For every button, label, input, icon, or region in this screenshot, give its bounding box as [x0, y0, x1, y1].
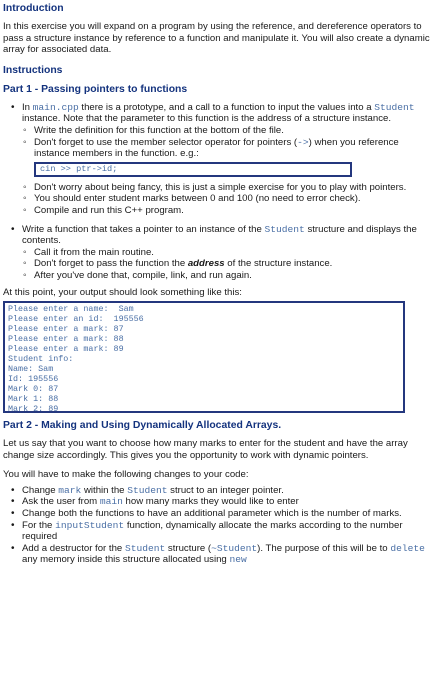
output-line: Mark 2: 89 [8, 404, 59, 415]
part2-paragraph-2: You will have to make the following changes to your code: [3, 469, 249, 481]
part2-paragraph-1: Let us say that you want to choose how many marks to enter for the student and have the array change size accordingly. This gives you the opportunity to work with dynamic pointers. [3, 438, 408, 461]
part2-item-2: • Ask the user from main how many marks they would like to enter [3, 496, 436, 508]
part2-item-3: • Change both the functions to have an additional parameter which is the number of marks. [3, 508, 436, 520]
part1-heading: Part 1 - Passing pointers to functions [3, 83, 188, 95]
code-mark: mark [58, 484, 82, 496]
part1-bullet-1: • In main.cpp there is a prototype, and a call to a function to input the values into a Student instance. Note that the parameter to this function is the address of a structure instance. ◦ Write the definition for this function at the bottom of the file. ◦ Don't forget to use the member selector operator for pointers (->) when you reference instance members in the function. e.g.: cin >> ptr->id; ◦ Don't worry about being fancy, this is just a simple exercise for you to play with pointers. ◦ You should enter student marks between 0 and 100 (no need to error check). ◦ Compile and run this C++ program. [3, 102, 436, 217]
code-new: new [229, 554, 247, 566]
part1-sub-5: ◦ Compile and run this C++ program. [22, 205, 436, 217]
instructions-heading: Instructions [3, 64, 63, 76]
output-line: Please enter a mark: 88 [8, 334, 124, 345]
part1-list [3, 102, 436, 282]
output-line: Name: Sam [8, 364, 54, 375]
output-line: Please enter a mark: 89 [8, 344, 124, 355]
intro-paragraph: In this exercise you will expand on a program by using the reference, and dereference operators to pass a structure instance by reference to a function and manipulate it. You will also create a dynamic array for associated data. [3, 21, 430, 56]
part1-sub-8: ◦ After you've done that, compile, link, and run again. [22, 270, 436, 282]
part1-sublist-2 [22, 247, 436, 282]
part1-sub-3: ◦ Don't worry about being fancy, this is just a simple exercise for you to play with pointers. [22, 182, 436, 194]
part1-sub-2: ◦ Don't forget to use the member selector operator for pointers (->) when you reference instance members in the function. e.g.: cin >> ptr->id; [22, 137, 436, 177]
output-line: Mark 0: 87 [8, 384, 59, 395]
code-student-3: Student [127, 484, 168, 496]
output-intro: At this point, your output should look something like this: [3, 286, 242, 298]
code-destructor: ~Student [211, 542, 258, 554]
code-main: main [99, 496, 123, 508]
part2-list [3, 485, 436, 566]
part1-sub-7: ◦ Don't forget to pass the function the address of the structure instance. [22, 258, 436, 270]
code-main-cpp: main.cpp [32, 101, 79, 113]
part2-heading: Part 2 - Making and Using Dynamically Allocated Arrays. [3, 420, 282, 432]
part1-sub-4: ◦ You should enter student marks between 0 and 100 (no need to error check). [22, 193, 436, 205]
output-line: Please enter a mark: 87 [8, 324, 124, 335]
part2-item-4: • For the inputStudent function, dynamically allocate the marks according to the number required [3, 520, 436, 543]
part2-item-5: • Add a destructor for the Student structure (~Student). The purpose of this will be to delete any memory inside this structure allocated using new [3, 543, 436, 566]
part1-sub-1: ◦ Write the definition for this function at the bottom of the file. [22, 125, 436, 137]
part1-sub-6: ◦ Call it from the main routine. [22, 247, 436, 259]
part1-sublist-1 [22, 125, 436, 217]
code-student-2: Student [264, 223, 305, 235]
part1-bullet-2: • Write a function that takes a pointer to an instance of the Student structure and displays the contents. ◦ Call it from the main routine. ◦ Don't forget to pass the function the address of the structure instance. ◦ After you've done that, compile, link, and run again. [3, 224, 436, 282]
code-delete: delete [390, 542, 425, 554]
emphasis-address: address [187, 258, 225, 270]
code-arrow: -> [297, 136, 309, 148]
output-line: Student info: [8, 354, 74, 365]
output-line: Please enter a name: Sam [8, 304, 134, 315]
code-example-box: cin >> ptr->id; [34, 162, 352, 177]
part2-item-1: • Change mark within the Student struct to an integer pointer. [3, 485, 436, 497]
output-line: Please enter an id: 195556 [8, 314, 144, 325]
code-inputstudent: inputStudent [55, 519, 125, 531]
code-student-4: Student [124, 542, 166, 554]
output-line: Id: 195556 [8, 374, 59, 385]
intro-heading: Introduction [3, 3, 64, 14]
sample-output-box [3, 301, 405, 413]
code-student: Student [374, 101, 415, 113]
output-line: Mark 1: 88 [8, 394, 59, 405]
